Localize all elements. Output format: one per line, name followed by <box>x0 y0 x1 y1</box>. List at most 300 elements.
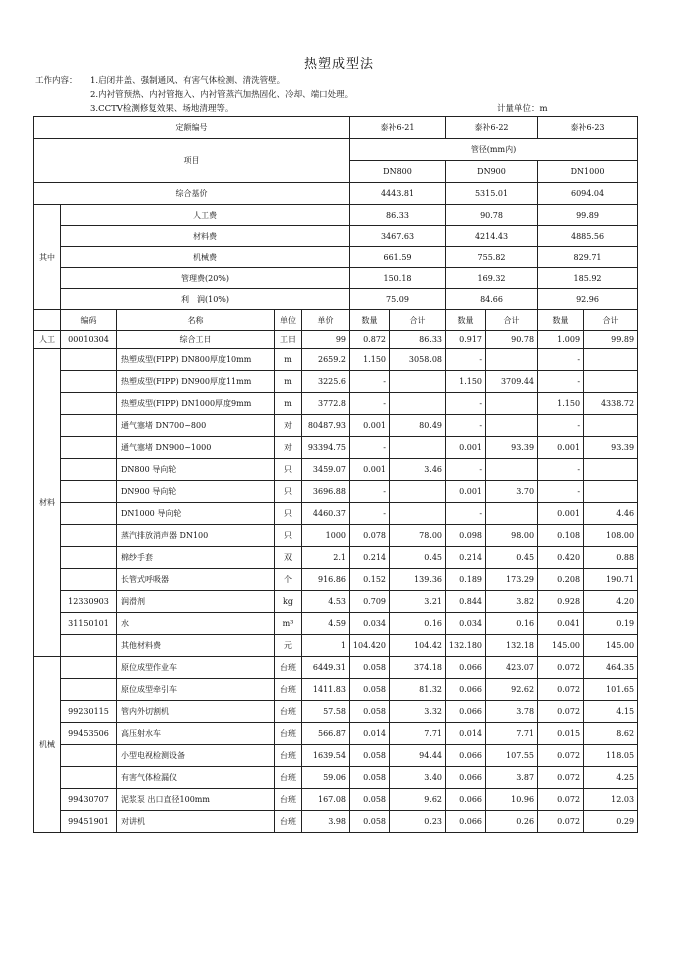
item-qty: - <box>538 349 584 371</box>
breakdown-value: 92.96 <box>538 289 638 310</box>
quota-table <box>33 116 638 833</box>
qizhong-label: 其中 <box>34 205 61 310</box>
item-code <box>61 459 117 481</box>
item-name: 通气塞堵 DN700~800 <box>117 415 275 437</box>
item-price: 6449.31 <box>302 657 350 679</box>
item-total: 3.70 <box>486 481 538 503</box>
item-price: 916.86 <box>302 569 350 591</box>
pipe-label: 管径(mm内) <box>350 139 638 161</box>
breakdown-name: 人工费 <box>61 205 350 226</box>
item-qty: - <box>446 459 486 481</box>
item-total: 139.36 <box>390 569 446 591</box>
item-name: 综合工日 <box>117 331 275 349</box>
item-price: 93394.75 <box>302 437 350 459</box>
table-row <box>34 789 638 811</box>
item-name: 润滑剂 <box>117 591 275 613</box>
diameter-2: DN900 <box>446 161 538 183</box>
code-label: 定额编号 <box>34 117 350 139</box>
item-unit: 台班 <box>275 789 302 811</box>
item-qty: - <box>446 393 486 415</box>
item-qty: 0.072 <box>538 657 584 679</box>
item-unit: 台班 <box>275 657 302 679</box>
item-qty: 0.420 <box>538 547 584 569</box>
table-row <box>34 569 638 591</box>
item-total: 0.16 <box>390 613 446 635</box>
item-code: 12330903 <box>61 591 117 613</box>
item-qty: 0.001 <box>350 459 390 481</box>
item-total: 4.46 <box>584 503 638 525</box>
item-qty: - <box>350 503 390 525</box>
item-qty: 0.058 <box>350 679 390 701</box>
item-unit: 台班 <box>275 679 302 701</box>
diameter-3: DN1000 <box>538 161 638 183</box>
col-unit: 单位 <box>275 310 302 331</box>
item-qty: 0.928 <box>538 591 584 613</box>
table-row <box>34 371 638 393</box>
table-row <box>34 393 638 415</box>
item-total: 94.44 <box>390 745 446 767</box>
item-name: 热塑成型(FIPP) DN1000厚度9mm <box>117 393 275 415</box>
breakdown-value: 755.82 <box>446 247 538 268</box>
item-qty: 0.152 <box>350 569 390 591</box>
item-qty: - <box>350 481 390 503</box>
item-code <box>61 767 117 789</box>
item-code: 00010304 <box>61 331 117 349</box>
item-code <box>61 349 117 371</box>
item-qty: 0.098 <box>446 525 486 547</box>
work-line-3: 3.CCTV检测修复效果、场地清理等。 <box>90 104 234 114</box>
item-qty: 0.001 <box>350 415 390 437</box>
item-qty: 0.072 <box>538 811 584 833</box>
item-total: 80.49 <box>390 415 446 437</box>
item-code: 99230115 <box>61 701 117 723</box>
item-price: 3225.6 <box>302 371 350 393</box>
item-unit: 台班 <box>275 701 302 723</box>
page-title: 热塑成型法 <box>303 57 374 72</box>
code-1: 泰补6-21 <box>350 117 446 139</box>
item-total: 3.32 <box>390 701 446 723</box>
item-total: 98.00 <box>486 525 538 547</box>
item-qty: - <box>538 481 584 503</box>
item-unit: 只 <box>275 525 302 547</box>
item-qty: 0.058 <box>350 789 390 811</box>
item-qty: 0.917 <box>446 331 486 349</box>
item-qty: 0.014 <box>446 723 486 745</box>
item-qty: - <box>538 371 584 393</box>
breakdown-row <box>34 247 638 268</box>
item-qty: 0.872 <box>350 331 390 349</box>
item-name: 小型电视检测设备 <box>117 745 275 767</box>
item-price: 1411.83 <box>302 679 350 701</box>
item-qty: 0.072 <box>538 745 584 767</box>
table-row <box>34 503 638 525</box>
item-unit: 台班 <box>275 723 302 745</box>
item-name: 原位成型作业车 <box>117 657 275 679</box>
item-label: 项目 <box>34 139 350 183</box>
item-code <box>61 547 117 569</box>
item-price: 4.59 <box>302 613 350 635</box>
item-qty: 0.072 <box>538 767 584 789</box>
item-total: 4.25 <box>584 767 638 789</box>
item-price: 3459.07 <box>302 459 350 481</box>
item-qty: 0.078 <box>350 525 390 547</box>
table-row <box>34 811 638 833</box>
item-qty: 145.00 <box>538 635 584 657</box>
item-total: 12.03 <box>584 789 638 811</box>
item-total: 104.42 <box>390 635 446 657</box>
item-code: 99453506 <box>61 723 117 745</box>
group-label: 机械 <box>34 657 61 833</box>
item-total: 464.35 <box>584 657 638 679</box>
item-qty: 1.150 <box>538 393 584 415</box>
col-blank <box>34 310 61 331</box>
table-row <box>34 349 638 371</box>
group-label: 人工 <box>34 331 61 349</box>
item-qty: - <box>350 371 390 393</box>
breakdown-value: 4214.43 <box>446 226 538 247</box>
breakdown-value: 90.78 <box>446 205 538 226</box>
item-qty: 0.072 <box>538 701 584 723</box>
item-unit: 只 <box>275 459 302 481</box>
item-total: 4.20 <box>584 591 638 613</box>
col-code: 编码 <box>61 310 117 331</box>
item-qty: 104.420 <box>350 635 390 657</box>
item-total <box>486 459 538 481</box>
item-qty: 0.108 <box>538 525 584 547</box>
item-qty: - <box>350 393 390 415</box>
item-total: 3709.44 <box>486 371 538 393</box>
breakdown-value: 3467.63 <box>350 226 446 247</box>
item-unit: kg <box>275 591 302 613</box>
item-qty: 0.014 <box>350 723 390 745</box>
diameter-1: DN800 <box>350 161 446 183</box>
item-qty: 0.072 <box>538 789 584 811</box>
item-price: 1 <box>302 635 350 657</box>
item-code <box>61 437 117 459</box>
item-qty: 0.058 <box>350 657 390 679</box>
item-qty: 0.709 <box>350 591 390 613</box>
item-total <box>584 459 638 481</box>
item-name: DN800 导向轮 <box>117 459 275 481</box>
item-qty: - <box>350 437 390 459</box>
item-total: 3.46 <box>390 459 446 481</box>
item-price: 4.53 <box>302 591 350 613</box>
breakdown-name: 利 润(10%) <box>61 289 350 310</box>
item-price: 2.1 <box>302 547 350 569</box>
item-qty: 0.189 <box>446 569 486 591</box>
item-qty: 0.001 <box>538 437 584 459</box>
item-total: 173.29 <box>486 569 538 591</box>
item-code <box>61 679 117 701</box>
breakdown-value: 75.09 <box>350 289 446 310</box>
item-qty: 0.015 <box>538 723 584 745</box>
item-total: 7.71 <box>390 723 446 745</box>
item-total: 0.29 <box>584 811 638 833</box>
item-code <box>61 657 117 679</box>
item-code <box>61 569 117 591</box>
item-total: 108.00 <box>584 525 638 547</box>
item-total: 0.45 <box>486 547 538 569</box>
item-qty: 0.208 <box>538 569 584 591</box>
work-label: 工作内容： <box>35 76 78 86</box>
item-total: 118.05 <box>584 745 638 767</box>
base-price-label: 综合基价 <box>34 183 350 205</box>
item-qty: 0.041 <box>538 613 584 635</box>
item-total: 3.21 <box>390 591 446 613</box>
item-code <box>61 481 117 503</box>
item-unit: 双 <box>275 547 302 569</box>
item-code <box>61 503 117 525</box>
item-total: 374.18 <box>390 657 446 679</box>
item-code: 99430707 <box>61 789 117 811</box>
item-total: 132.18 <box>486 635 538 657</box>
item-unit: m <box>275 371 302 393</box>
item-unit: m <box>275 349 302 371</box>
item-total: 3.87 <box>486 767 538 789</box>
item-name: 棉纱手套 <box>117 547 275 569</box>
item-total: 3.78 <box>486 701 538 723</box>
item-code <box>61 525 117 547</box>
code-row <box>34 117 638 139</box>
item-price: 3696.88 <box>302 481 350 503</box>
item-total <box>584 371 638 393</box>
item-qty: 0.066 <box>446 767 486 789</box>
item-total <box>486 415 538 437</box>
item-total: 92.62 <box>486 679 538 701</box>
col-name: 名称 <box>117 310 275 331</box>
breakdown-value: 4885.56 <box>538 226 638 247</box>
item-price: 3772.8 <box>302 393 350 415</box>
item-total: 4338.72 <box>584 393 638 415</box>
item-name: 原位成型牵引车 <box>117 679 275 701</box>
table-row <box>34 635 638 657</box>
table-row <box>34 657 638 679</box>
base-price-3: 6094.04 <box>538 183 638 205</box>
base-price-row <box>34 183 638 205</box>
item-qty: 0.058 <box>350 745 390 767</box>
table-row <box>34 723 638 745</box>
item-name: 水 <box>117 613 275 635</box>
item-unit: 对 <box>275 415 302 437</box>
item-price: 4460.37 <box>302 503 350 525</box>
item-name: 长管式呼吸器 <box>117 569 275 591</box>
item-total: 4.15 <box>584 701 638 723</box>
item-total: 10.96 <box>486 789 538 811</box>
item-code: 99451901 <box>61 811 117 833</box>
item-total: 81.32 <box>390 679 446 701</box>
column-header-row <box>34 310 638 331</box>
item-total: 0.45 <box>390 547 446 569</box>
breakdown-value: 661.59 <box>350 247 446 268</box>
item-name: 有害气体检漏仪 <box>117 767 275 789</box>
group-label: 材料 <box>34 349 61 657</box>
item-total <box>390 371 446 393</box>
item-total: 0.23 <box>390 811 446 833</box>
item-qty: - <box>446 349 486 371</box>
item-price: 3.98 <box>302 811 350 833</box>
item-name: 管内外切割机 <box>117 701 275 723</box>
item-total <box>390 503 446 525</box>
item-total: 9.62 <box>390 789 446 811</box>
item-code <box>61 635 117 657</box>
item-name: DN900 导向轮 <box>117 481 275 503</box>
table-row <box>34 767 638 789</box>
item-total <box>584 349 638 371</box>
item-qty: 0.072 <box>538 679 584 701</box>
item-total: 93.39 <box>486 437 538 459</box>
item-total: 101.65 <box>584 679 638 701</box>
item-unit: 工日 <box>275 331 302 349</box>
item-total: 90.78 <box>486 331 538 349</box>
breakdown-value: 185.92 <box>538 268 638 289</box>
breakdown-row <box>34 268 638 289</box>
table-row <box>34 613 638 635</box>
item-name: 蒸汽排放消声器 DN100 <box>117 525 275 547</box>
item-qty: 0.066 <box>446 811 486 833</box>
item-total <box>486 393 538 415</box>
breakdown-value: 99.89 <box>538 205 638 226</box>
item-price: 1000 <box>302 525 350 547</box>
item-name: DN1000 导向轮 <box>117 503 275 525</box>
base-price-1: 4443.81 <box>350 183 446 205</box>
col-qty: 数量 <box>538 310 584 331</box>
item-total: 86.33 <box>390 331 446 349</box>
item-total <box>390 393 446 415</box>
item-unit: 元 <box>275 635 302 657</box>
item-total <box>486 349 538 371</box>
item-total <box>486 503 538 525</box>
table-row <box>34 745 638 767</box>
col-price: 单价 <box>302 310 350 331</box>
pipe-row <box>34 139 638 161</box>
item-unit: 台班 <box>275 745 302 767</box>
item-qty: - <box>446 503 486 525</box>
col-total: 合计 <box>390 310 446 331</box>
item-total: 93.39 <box>584 437 638 459</box>
item-code <box>61 415 117 437</box>
item-total: 0.26 <box>486 811 538 833</box>
breakdown-name: 材料费 <box>61 226 350 247</box>
item-total <box>584 481 638 503</box>
item-qty: 0.001 <box>538 503 584 525</box>
breakdown-value: 829.71 <box>538 247 638 268</box>
item-total: 423.07 <box>486 657 538 679</box>
item-total: 0.19 <box>584 613 638 635</box>
item-qty: 0.066 <box>446 701 486 723</box>
breakdown-row <box>34 205 638 226</box>
breakdown-value: 86.33 <box>350 205 446 226</box>
table-row <box>34 481 638 503</box>
item-name: 高压射水车 <box>117 723 275 745</box>
item-qty: 132.180 <box>446 635 486 657</box>
item-total: 78.00 <box>390 525 446 547</box>
table-row <box>34 459 638 481</box>
item-name: 其他材料费 <box>117 635 275 657</box>
item-total: 99.89 <box>584 331 638 349</box>
code-3: 泰补6-23 <box>538 117 638 139</box>
item-price: 167.08 <box>302 789 350 811</box>
table-row <box>34 525 638 547</box>
item-price: 1639.54 <box>302 745 350 767</box>
item-price: 57.58 <box>302 701 350 723</box>
item-code <box>61 745 117 767</box>
item-total: 0.16 <box>486 613 538 635</box>
col-total: 合计 <box>486 310 538 331</box>
col-qty: 数量 <box>446 310 486 331</box>
item-code <box>61 393 117 415</box>
breakdown-value: 150.18 <box>350 268 446 289</box>
table-row <box>34 331 638 349</box>
item-qty: - <box>538 415 584 437</box>
item-price: 59.06 <box>302 767 350 789</box>
item-total: 3.82 <box>486 591 538 613</box>
work-line-2: 2.内衬管预热、内衬管拖入、内衬管蒸汽加热固化、冷却、端口处理。 <box>90 90 354 100</box>
item-total: 190.71 <box>584 569 638 591</box>
item-total: 145.00 <box>584 635 638 657</box>
breakdown-name: 管理费(20%) <box>61 268 350 289</box>
item-total: 107.55 <box>486 745 538 767</box>
item-qty: 0.066 <box>446 657 486 679</box>
item-qty: - <box>538 459 584 481</box>
measure-unit: 计量单位：m <box>497 104 548 114</box>
item-total <box>390 481 446 503</box>
item-qty: - <box>446 415 486 437</box>
item-unit: 个 <box>275 569 302 591</box>
item-total: 0.88 <box>584 547 638 569</box>
item-unit: m³ <box>275 613 302 635</box>
item-price: 80487.93 <box>302 415 350 437</box>
item-price: 2659.2 <box>302 349 350 371</box>
item-unit: m <box>275 393 302 415</box>
breakdown-row <box>34 226 638 247</box>
table-row <box>34 547 638 569</box>
item-qty: 0.001 <box>446 437 486 459</box>
breakdown-name: 机械费 <box>61 247 350 268</box>
table-row <box>34 437 638 459</box>
item-qty: 0.844 <box>446 591 486 613</box>
item-price: 99 <box>302 331 350 349</box>
item-name: 通气塞堵 DN900~1000 <box>117 437 275 459</box>
item-qty: 0.001 <box>446 481 486 503</box>
table-row <box>34 679 638 701</box>
item-qty: 0.034 <box>446 613 486 635</box>
item-qty: 0.066 <box>446 789 486 811</box>
item-qty: 0.058 <box>350 811 390 833</box>
item-qty: 0.034 <box>350 613 390 635</box>
base-price-2: 5315.01 <box>446 183 538 205</box>
breakdown-row <box>34 289 638 310</box>
item-qty: 0.058 <box>350 767 390 789</box>
item-total <box>390 437 446 459</box>
item-total: 3058.08 <box>390 349 446 371</box>
item-qty: 0.066 <box>446 679 486 701</box>
item-name: 热塑成型(FIPP) DN800厚度10mm <box>117 349 275 371</box>
item-unit: 只 <box>275 503 302 525</box>
item-total: 3.40 <box>390 767 446 789</box>
work-line-1: 1.启闭井盖、强制通风、有害气体检测、清洗管壁。 <box>90 76 286 86</box>
table-row <box>34 701 638 723</box>
breakdown-value: 169.32 <box>446 268 538 289</box>
breakdown-value: 84.66 <box>446 289 538 310</box>
col-qty: 数量 <box>350 310 390 331</box>
item-name: 热塑成型(FIPP) DN900厚度11mm <box>117 371 275 393</box>
item-qty: 1.150 <box>446 371 486 393</box>
work-content <box>35 74 353 116</box>
item-unit: 只 <box>275 481 302 503</box>
item-total: 7.71 <box>486 723 538 745</box>
col-total: 合计 <box>584 310 638 331</box>
item-unit: 台班 <box>275 811 302 833</box>
